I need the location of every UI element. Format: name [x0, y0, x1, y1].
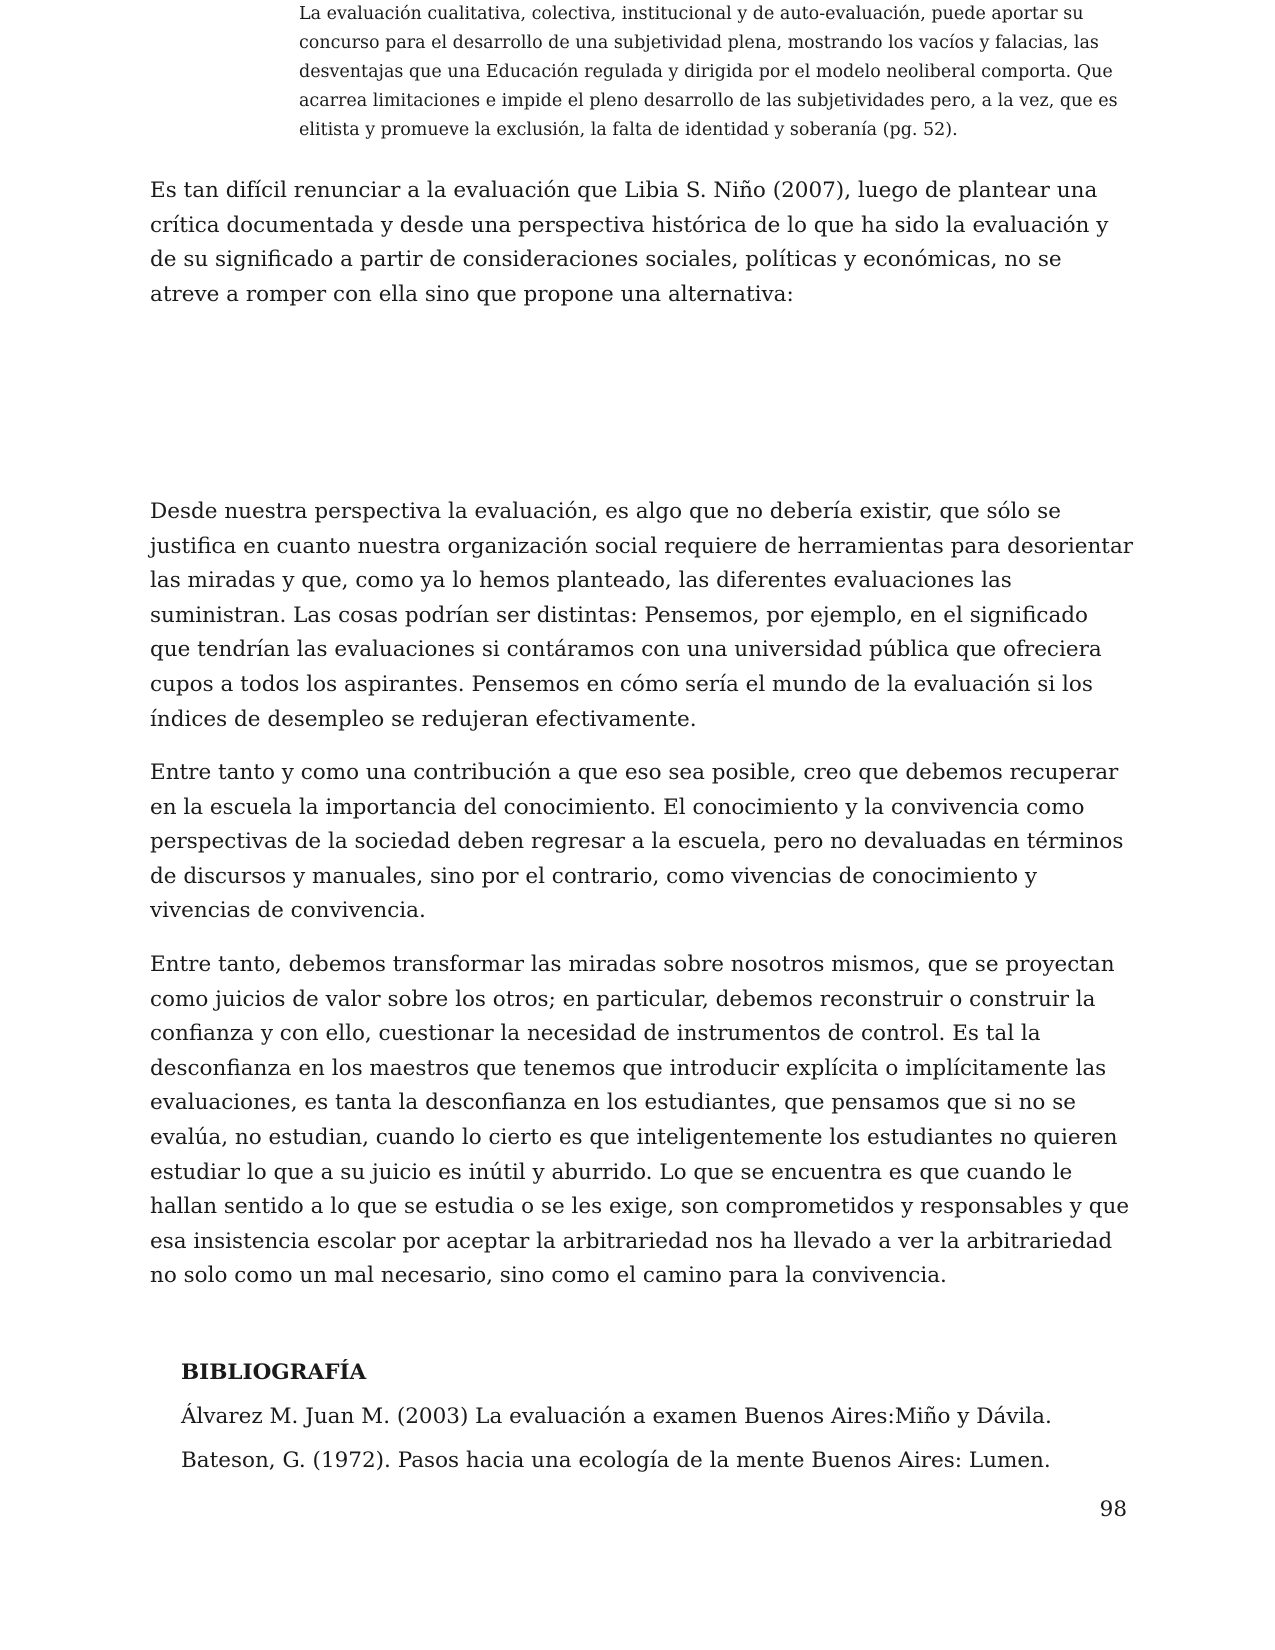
paragraph-third: Entre tanto y como una contribución a que eso sea posible, creo que debemos recuperar en la escuela la importancia del conocimiento. El conocimiento y la convivencia como perspectivas de la sociedad deben regresar a la escuela, pero no devaluadas en términos de discursos y manuales, sino por el contrario, como vivencias de conocimiento y vivencias de convivencia. — [150, 760, 1124, 924]
paragraph-intro: Es tan difícil renunciar a la evaluación que Libia S. Niño (2007), luego de plantear una crítica documentada y desde una perspectiva histórica de lo que ha sido la evaluación y de su significado a partir de consideraciones sociales, políticas y económicas, no se atreve a romper con ella sino que propone una alternativa: — [150, 178, 1109, 307]
bibliography-entry: Álvarez M. Juan M. (2003) La evaluación a examen Buenos Aires:Miño y Dávila. — [181, 1404, 1052, 1429]
block-quote: La evaluación cualitativa, colectiva, institucional y de auto-evaluación, puede aportar su concurso para el desarrollo de una subjetividad plena, mostrando los vacíos y falacias, las desventajas que una Educación regulada y dirigida por el modelo neoliberal comporta. Que acarrea limitaciones e impide el pleno desarrollo de las subjetividades pero, a la vez, que es elitista y promueve la exclusión, la falta de identidad y soberanía (pg. 52). — [299, 4, 1118, 140]
paragraph-fourth: Entre tanto, debemos transformar las miradas sobre nosotros mismos, que se proyectan como juicios de valor sobre los otros; en particular, debemos reconstruir o construir la confianza y con ello, cuestionar la necesidad de instrumentos de control. Es tal la desconfianza en los maestros que tenemos que introducir explícita o implícitamente las evaluaciones, es tanta la desconfianza en los estudiantes, que pensamos que si no se evalúa, no estudian, cuando lo cierto es que inteligentemente los estudiantes no quieren estudiar lo que a su juicio es inútil y aburrido. Lo que se encuentra es que cuando le hallan sentido a lo que se estudia o se les exige, son comprometidos y responsables y que esa insistencia escolar por aceptar la arbitrariedad nos ha llevado a ver la arbitrariedad no solo como un mal necesario, sino como el camino para la convivencia. — [150, 952, 1130, 1289]
page-number: 98 — [1099, 1497, 1127, 1522]
bibliography-entry: Bateson, G. (1972). Pasos hacia una ecología de la mente Buenos Aires: Lumen. — [181, 1448, 1051, 1473]
paragraph-second: Desde nuestra perspectiva la evaluación, es algo que no debería existir, que sólo se justifica en cuanto nuestra organización social requiere de herramientas para desorientar las miradas y que, como ya lo hemos planteado, las diferentes evaluaciones las suministran. Las cosas podrían ser distintas: Pensemos, por ejemplo, en el significado que tendrían las evaluaciones si contáramos con una universidad pública que ofreciera cupos a todos los aspirantes. Pensemos en cómo sería el mundo de la evaluación si los índices de desempleo se redujeran efectivamente. — [150, 499, 1134, 732]
bibliography-list — [181, 1402, 1131, 1490]
bibliography-heading: BIBLIOGRAFÍA — [181, 1360, 367, 1385]
